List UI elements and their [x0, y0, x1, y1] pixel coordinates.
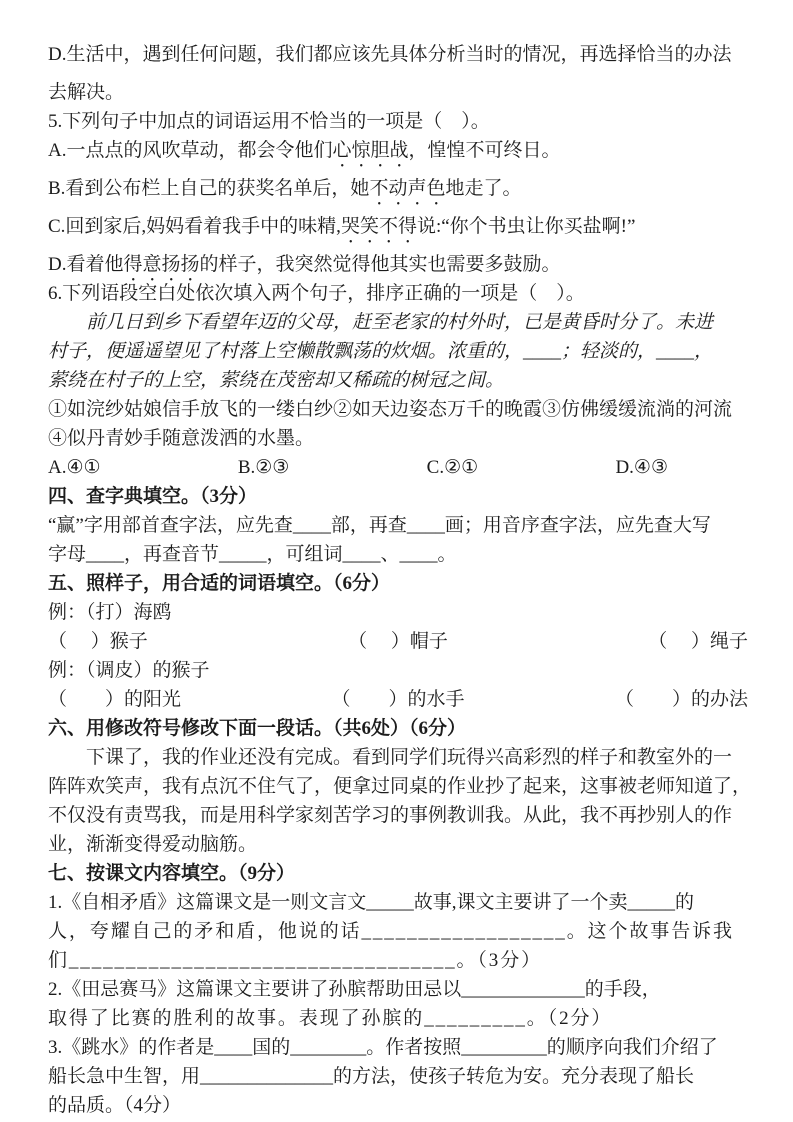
text-segment: 村子，便遥遥望见了村落上空懒散飘荡的炊烟。浓重的，____；轻淡的，____，: [48, 341, 714, 362]
text-segment: 萦绕在村子的上空，萦绕在茂密却又稀疏的树冠之间。: [48, 370, 505, 391]
text-segment: ，惶惶不可终日。: [408, 140, 561, 161]
q7-1-line1: [48, 888, 748, 917]
fill-blank-method: （ ）的办法: [614, 689, 748, 710]
section-6-paragraph-line1: [48, 743, 748, 772]
text-segment: 人，夸耀自己的矛和盾，他说的话__________________。这个故事告诉我: [48, 921, 734, 942]
text-segment: 取得了比赛的胜利的故事。表现了孙膑的_________。（2分）: [48, 1008, 613, 1029]
text-segment: B.看到公布栏上自己的获奖名单后，她: [48, 178, 370, 199]
text-segment: 3.《跳水》的作者是____国的________。作者按照_________的顺序向我们介绍了: [48, 1037, 718, 1058]
text-segment: 去解决。: [48, 82, 125, 103]
q5-option-b: [48, 174, 748, 203]
text-segment: 五、照样子，用合适的词语填空。（6分）: [48, 573, 391, 594]
dictionary-question-line2: [48, 540, 748, 569]
section-6-heading: [48, 714, 748, 743]
section-6-paragraph-line3: [48, 801, 748, 830]
q7-3-line3: [48, 1091, 748, 1120]
section-4-heading: [48, 482, 748, 511]
q6-choice-c: C.②①: [426, 457, 479, 478]
fill-blank-rope: （ ）绳子: [648, 631, 748, 652]
q4-option-d-line1: [48, 40, 748, 69]
q6-passage-line3: [48, 366, 748, 395]
q7-1-line2: [48, 917, 748, 946]
q6-choice-b: B.②③: [237, 457, 290, 478]
q6-choices: [48, 453, 668, 482]
q5-option-d: [48, 250, 748, 279]
text-segment: 业，渐渐变得爱动脑筋。: [48, 834, 258, 855]
text-segment: 四、查字典填空。（3分）: [48, 486, 258, 507]
text-segment: 的品质。（4分）: [48, 1095, 182, 1116]
emphasized-phrase: 得意扬扬: [123, 254, 200, 275]
text-segment: 六、用修改符号修改下面一段话。（共6处）（6分）: [48, 718, 467, 739]
text-segment: 阵阵欢笑声，我有点沉不住气了，便拿过同桌的作业抄了起来，这事被老师知道了，: [48, 776, 752, 797]
fill-blank-monkey: （ ）猴子: [48, 631, 148, 652]
q6-passage-line2: [48, 337, 748, 366]
emphasized-phrase: 心惊胆战: [332, 140, 409, 161]
q6-choice-d: D.④③: [615, 457, 668, 478]
text-segment: 说:“你个书虫让你买盐啊!”: [416, 216, 636, 237]
q7-3-line1: [48, 1033, 748, 1062]
text-segment: D.看着他: [48, 254, 124, 275]
text-segment: 例：（打）海鸥: [48, 602, 172, 623]
text-segment: D.生活中，遇到任何问题，我们都应该先具体分析当时的情况，再选择恰当的办法: [48, 44, 732, 65]
text-segment: 6.下列语段空白处依次填入两个句子，排序正确的一项是（ ）。: [48, 283, 585, 304]
q5-stem: [48, 107, 748, 136]
fill-blank-hat: （ ）帽子: [348, 631, 448, 652]
text-segment: “赢”字用部首查字法，应先查____部，再查____画；用音序查字法，应先查大写: [48, 515, 711, 536]
text-segment: ①如浣纱姑娘信手放飞的一缕白纱②如天边姿态万千的晚霞③仿佛缓缓流淌的河流: [48, 399, 733, 420]
emphasized-phrase: 哭笑不得: [340, 216, 417, 237]
text-segment: 字母____，再查音节_____，可组词____、____。: [48, 544, 457, 565]
text-segment: 2.《田忌赛马》这篇课文主要讲了孙膑帮助田忌以_____________的手段，: [48, 979, 661, 1000]
section-5-heading: [48, 569, 748, 598]
text-segment: 前几日到乡下看望年迈的父母，赶至老家的村外时，已是黄昏时分了。未进: [86, 312, 714, 333]
text-segment: 的样子，我突然觉得他其实也需要多鼓励。: [199, 254, 561, 275]
q5-option-a: [48, 136, 748, 165]
text-segment: 下课了，我的作业还没有完成。看到同学们玩得兴高彩烈的样子和教室外的一: [86, 747, 733, 768]
fill-row-verbs: [48, 627, 748, 656]
emphasized-phrase: 不动声色: [369, 178, 446, 199]
section-5-example-1: [48, 598, 748, 627]
section-5-example-2: [48, 656, 748, 685]
q7-2-line2: [48, 1004, 748, 1033]
dictionary-question-line1: [48, 511, 748, 540]
q4-option-d-line2: [48, 78, 748, 107]
text-segment: C.回到家后,妈妈看着我手中的味精,: [48, 216, 341, 237]
q6-sentences-line1: [48, 395, 748, 424]
section-7-heading: [48, 859, 748, 888]
text-segment: 们__________________________________。（3分）: [48, 950, 543, 971]
q6-sentences-line2: [48, 424, 748, 453]
q5-option-c: [48, 212, 748, 241]
text-segment: 不仅没有责骂我，而是用科学家刻苦学习的事例教训我。从此，我不再抄别人的作: [48, 805, 733, 826]
fill-row-adjectives: [48, 685, 748, 714]
text-segment: 地走了。: [445, 178, 522, 199]
text-segment: 七、按课文内容填空。（9分）: [48, 863, 296, 884]
q7-2-line1: [48, 975, 748, 1004]
section-6-paragraph-line4: [48, 830, 748, 859]
q7-1-line3: [48, 946, 748, 975]
fill-blank-sailor: （ ）的水手: [331, 689, 465, 710]
text-segment: 例：（调皮）的猴子: [48, 660, 210, 681]
q6-choice-a: A.④①: [48, 457, 101, 478]
text-segment: 1.《自相矛盾》这篇课文是一则文言文_____故事,课文主要讲了一个卖_____的: [48, 892, 695, 913]
q7-3-line2: [48, 1062, 748, 1091]
q6-passage-line1: [48, 308, 748, 337]
text-segment: 船长急中生智，用______________的方法，使孩子转危为安。充分表现了船长: [48, 1066, 695, 1087]
section-6-paragraph-line2: [48, 772, 752, 801]
text-segment: A.一点点的风吹草动，都会令他们: [48, 140, 333, 161]
fill-blank-sunshine: （ ）的阳光: [48, 689, 182, 710]
q6-stem: [48, 279, 748, 308]
text-segment: 5.下列句子中加点的词语运用不恰当的一项是（ ）。: [48, 111, 490, 132]
text-segment: ④似丹青妙手随意泼洒的水墨。: [48, 428, 315, 449]
